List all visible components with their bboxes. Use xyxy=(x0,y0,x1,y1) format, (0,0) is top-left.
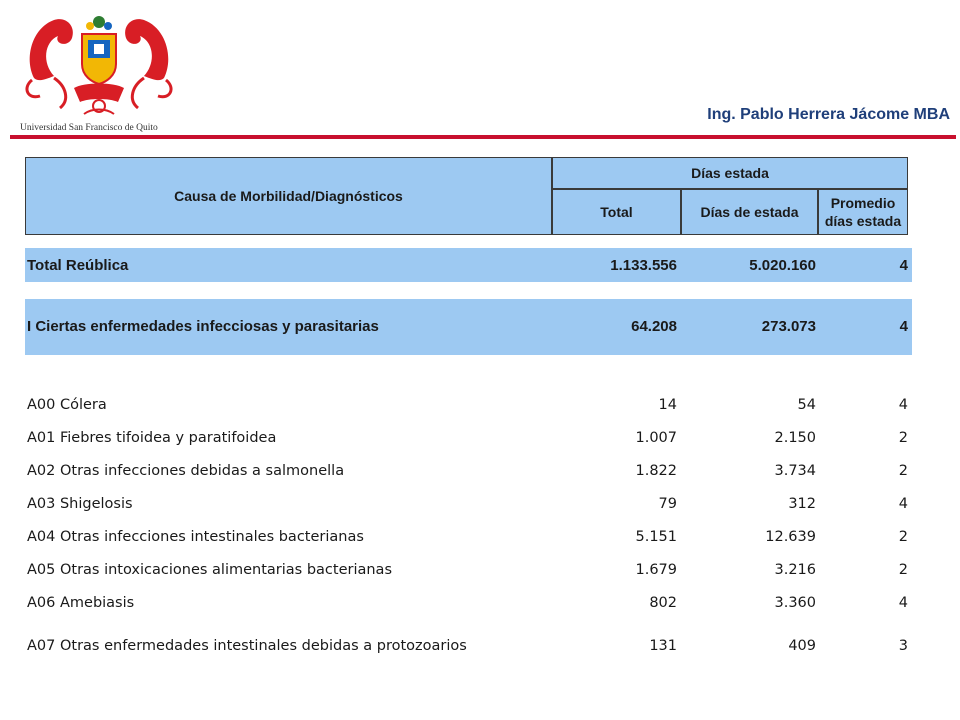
chapter-row xyxy=(25,315,912,339)
column-header-dias-de-estada: Días de estada xyxy=(681,189,818,235)
row-promedio: 4 xyxy=(898,496,908,512)
row-label: Total Reública xyxy=(27,257,129,274)
column-header-promedio xyxy=(818,189,908,235)
promedio-line-1: Promedio xyxy=(830,194,896,211)
table-row xyxy=(25,591,912,615)
row-total: 5.151 xyxy=(635,529,677,545)
dragon-crest-icon xyxy=(14,8,184,123)
column-header-total: Total xyxy=(552,189,681,235)
row-dias: 5.020.160 xyxy=(749,257,816,274)
table-row xyxy=(25,634,912,658)
row-label: A04 Otras infecciones intestinales bacterianas xyxy=(27,529,364,545)
row-total: 131 xyxy=(649,638,677,654)
row-promedio: 4 xyxy=(899,257,908,274)
table-row xyxy=(25,492,912,516)
row-promedio: 3 xyxy=(898,638,908,654)
column-group-dias-estada: Días estada xyxy=(552,157,908,189)
header-divider xyxy=(10,135,956,139)
row-promedio: 2 xyxy=(898,463,908,479)
row-promedio: 2 xyxy=(898,562,908,578)
row-dias: 54 xyxy=(797,397,816,413)
column-header-cause: Causa de Morbilidad/Diagnósticos xyxy=(25,157,552,235)
total-row xyxy=(25,254,912,278)
table-row xyxy=(25,459,912,483)
row-total: 64.208 xyxy=(631,318,677,335)
row-label: A07 Otras enfermedades intestinales debidas a protozoarios xyxy=(27,638,467,654)
row-promedio: 4 xyxy=(898,595,908,611)
row-dias: 273.073 xyxy=(761,318,816,335)
row-label: A00 Cólera xyxy=(27,397,107,413)
university-name: Universidad San Francisco de Quito xyxy=(20,123,158,133)
row-promedio: 4 xyxy=(898,397,908,413)
table-row xyxy=(25,393,912,417)
university-logo xyxy=(14,8,184,132)
row-label: A03 Shigelosis xyxy=(27,496,133,512)
row-dias: 3.360 xyxy=(774,595,816,611)
row-total: 79 xyxy=(658,496,677,512)
row-promedio: 2 xyxy=(898,529,908,545)
row-total: 1.133.556 xyxy=(610,257,677,274)
row-dias: 3.734 xyxy=(774,463,816,479)
row-dias: 12.639 xyxy=(765,529,816,545)
row-total: 802 xyxy=(649,595,677,611)
row-promedio: 4 xyxy=(899,318,908,335)
row-total: 1.822 xyxy=(635,463,677,479)
table-row xyxy=(25,525,912,549)
row-label: A06 Amebiasis xyxy=(27,595,135,611)
promedio-line-2: días estada xyxy=(824,213,902,229)
row-promedio: 2 xyxy=(898,430,908,446)
row-dias: 409 xyxy=(788,638,816,654)
row-label: A02 Otras infecciones debidas a salmonella xyxy=(27,463,345,479)
row-label: I Ciertas enfermedades infecciosas y parasitarias xyxy=(27,318,379,335)
row-dias: 312 xyxy=(788,496,816,512)
row-dias: 3.216 xyxy=(774,562,816,578)
table-row xyxy=(25,558,912,582)
row-total: 1.679 xyxy=(635,562,677,578)
table-row xyxy=(25,426,912,450)
row-label: A05 Otras intoxicaciones alimentarias bacterianas xyxy=(27,562,392,578)
row-total: 1.007 xyxy=(635,430,677,446)
author-name: Ing. Pablo Herrera Jácome MBA xyxy=(707,106,950,123)
row-dias: 2.150 xyxy=(774,430,816,446)
row-label: A01 Fiebres tifoidea y paratifoidea xyxy=(27,430,277,446)
row-total: 14 xyxy=(658,397,677,413)
